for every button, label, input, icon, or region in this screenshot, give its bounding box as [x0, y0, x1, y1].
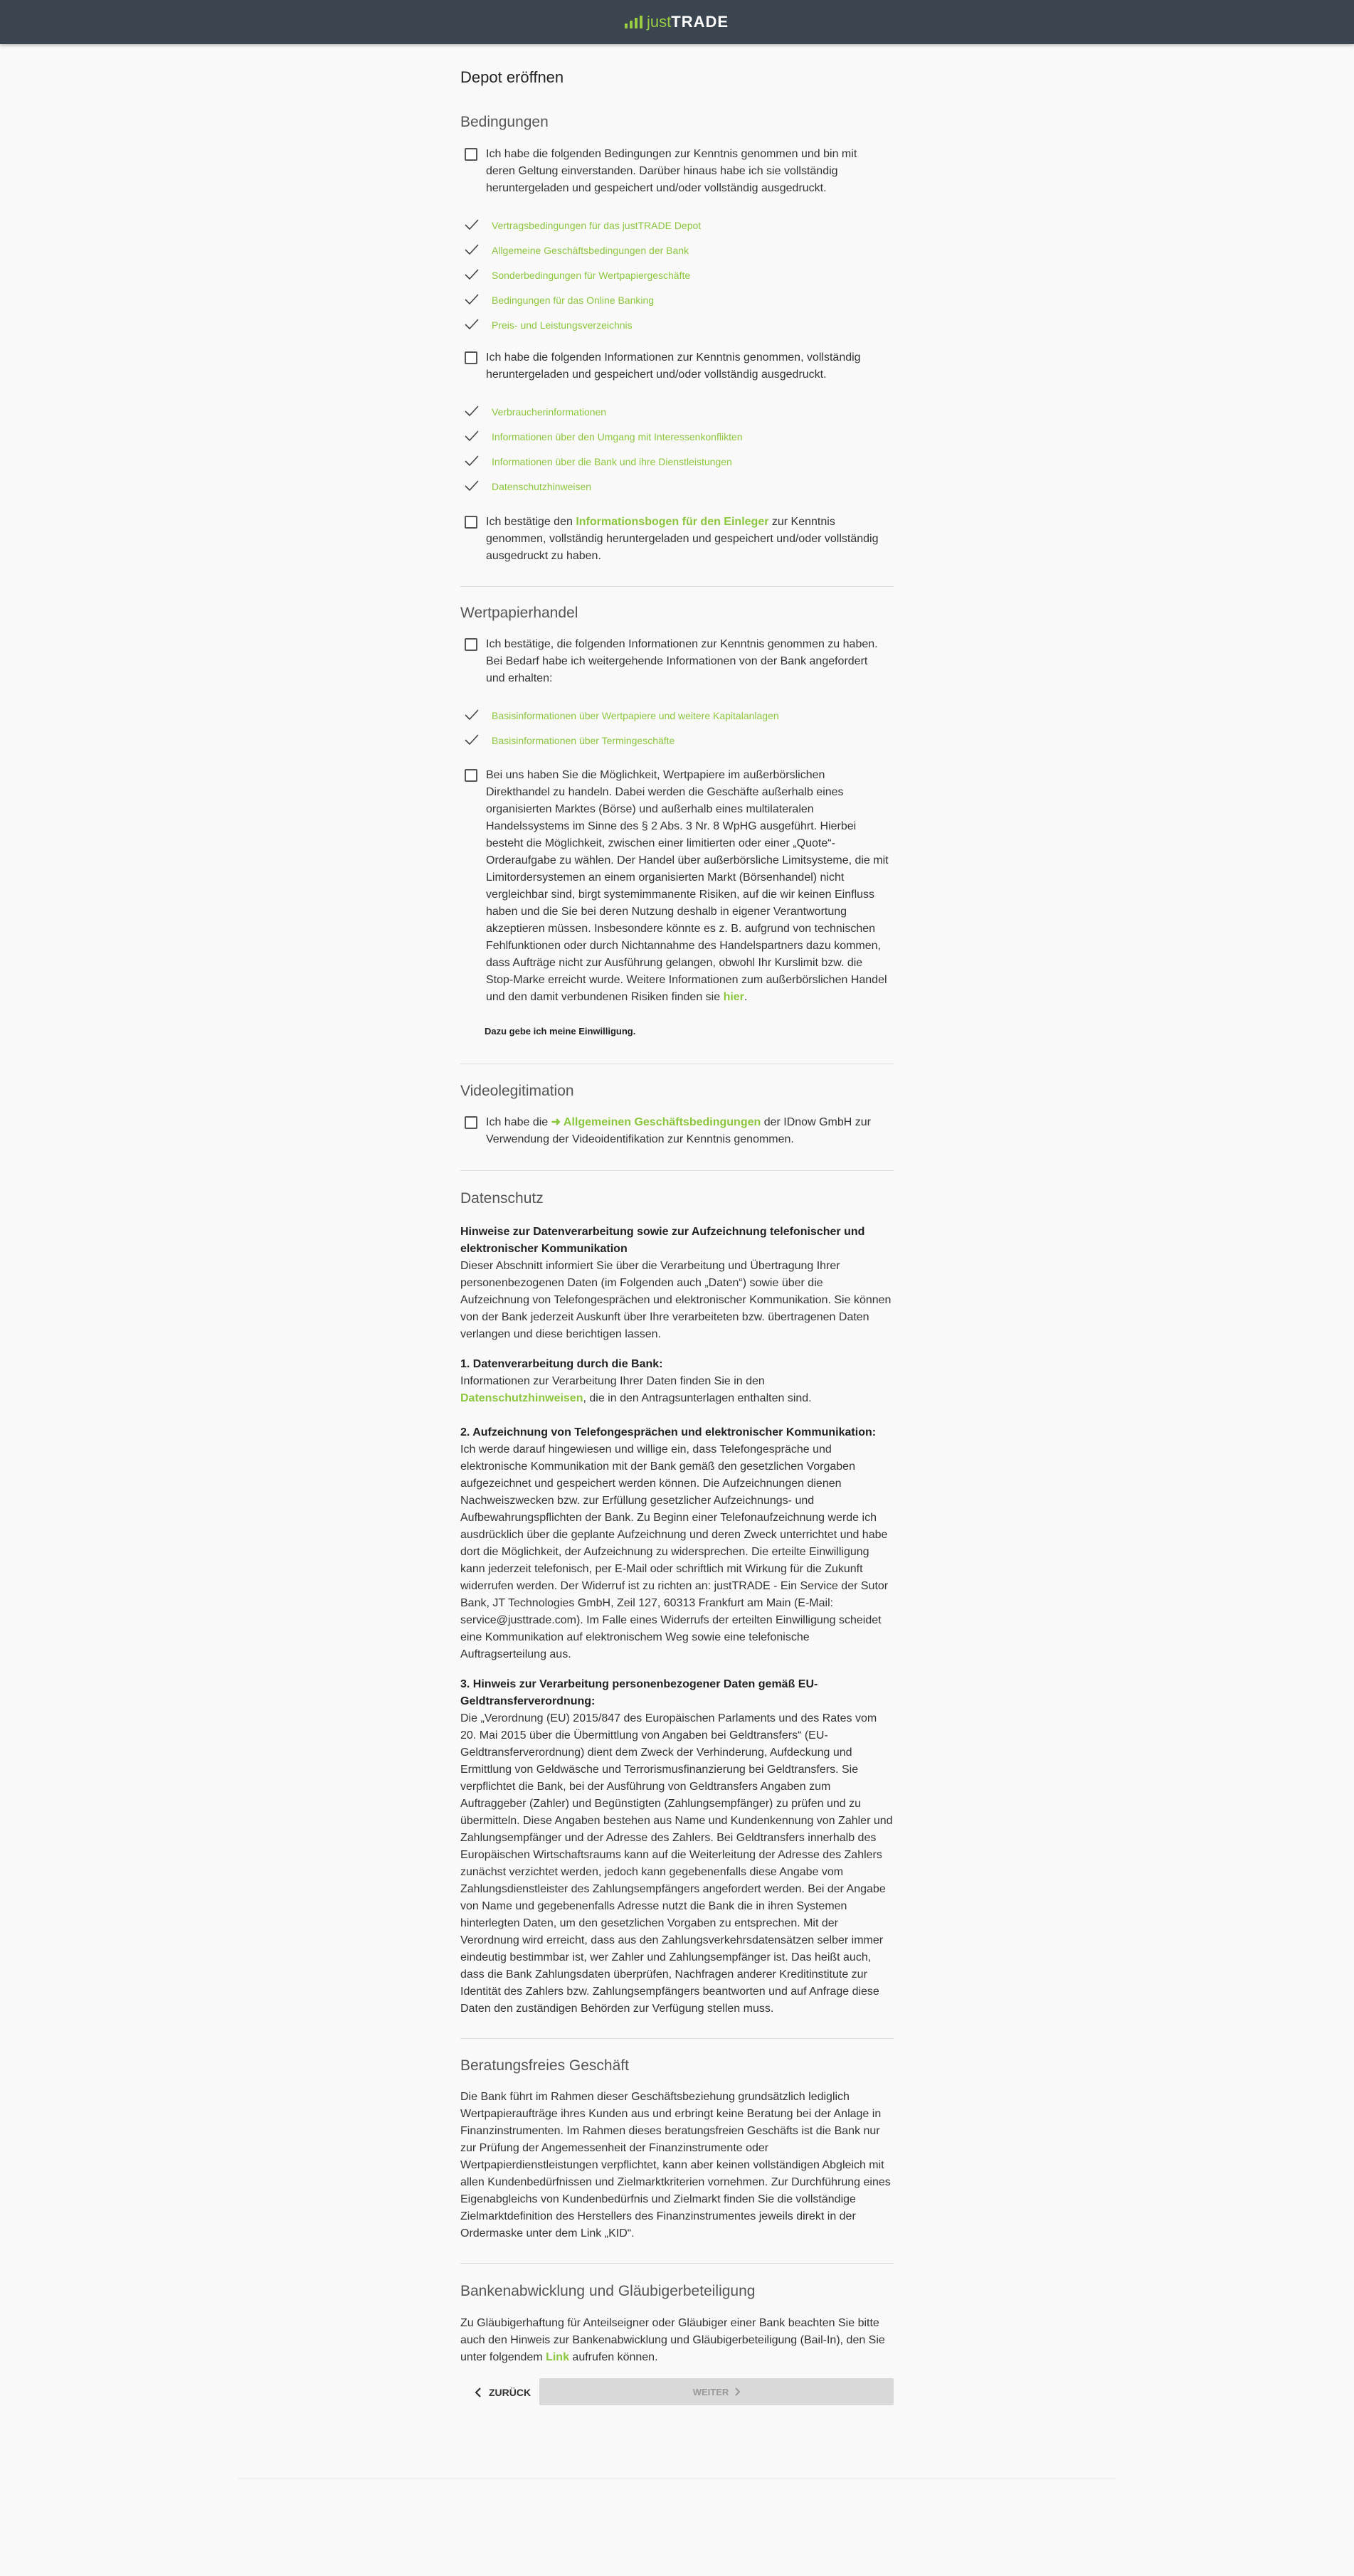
checkbox-row-bedingungen[interactable]: [465, 146, 889, 197]
checkbox[interactable]: [465, 638, 477, 651]
checkbox[interactable]: [465, 769, 477, 782]
doc-link[interactable]: Verbraucherinformationen: [492, 406, 607, 418]
checkbox[interactable]: [465, 148, 477, 161]
doc-list-item: [465, 238, 877, 263]
doc-link[interactable]: Bedingungen für das Online Banking: [492, 294, 655, 306]
doc-link[interactable]: Informationen über die Bank und ihre Dienstleistungen: [492, 455, 732, 467]
doc-list-item: [465, 287, 877, 312]
doc-list-item: [465, 424, 877, 449]
bankabwicklung-text: Zu Gläubigerhaftung für Anteilseigner oder Gläubiger einer Bank beachten Sie bitte auch den Hinweis zur Bankenabwicklung und Gläubigerbeteiligung (Bail-In), den Sie unter folgendem Link aufrufen können.: [460, 2317, 885, 2363]
check-icon: [465, 221, 480, 230]
checkbox-label: Ich bestätige, die folgenden Informationen zur Kenntnis genommen zu haben. Bei Bedarf habe ich weitergehende Informationen von der Bank angefordert und erhalten:: [486, 638, 878, 684]
check-icon: [465, 457, 480, 467]
doc-list-bedingungen: [465, 213, 877, 337]
logo-just: just: [647, 13, 672, 31]
link-datenschutzhinweisen[interactable]: Datenschutzhinweisen: [460, 1392, 583, 1404]
checkbox[interactable]: [465, 351, 477, 364]
checkbox-label: Ich habe die folgenden Informationen zur Kenntnis genommen, vollständig heruntergeladen und gespeichert und/oder vollständig ausgedruckt.: [486, 351, 861, 381]
divider: [460, 2263, 894, 2264]
checkbox-row-direkthandel[interactable]: [465, 767, 889, 1006]
checkbox[interactable]: [465, 516, 477, 529]
back-button[interactable]: [470, 2380, 535, 2405]
section-title-bankabwicklung: Bankenabwicklung und Gläubigerbeteiligung: [460, 2283, 756, 2299]
doc-list-informationen: [465, 399, 877, 499]
check-icon: [465, 245, 480, 255]
checkbox-row-einleger[interactable]: [465, 514, 889, 565]
doc-list-item: [465, 449, 877, 474]
chevron-left-icon: [475, 2387, 482, 2397]
divider: [460, 2038, 894, 2039]
logo[interactable]: [625, 11, 729, 33]
check-icon: [465, 270, 480, 280]
doc-link[interactable]: Allgemeine Geschäftsbedingungen der Bank: [492, 244, 689, 256]
datenschutz-section-1: 1. Datenverarbeitung durch die Bank: Informationen zur Verarbeitung Ihrer Daten finden Sie in den Datenschutzhinweisen, die in den Antragsunterlagen enthalten sind.: [460, 1358, 812, 1404]
doc-link[interactable]: Datenschutzhinweisen: [492, 480, 592, 492]
next-label: WEITER: [692, 2386, 729, 2397]
doc-list-item: [465, 399, 877, 424]
link-hier[interactable]: hier: [723, 991, 744, 1003]
chevron-right-icon: [734, 2387, 740, 2396]
doc-link[interactable]: Basisinformationen über Termingeschäfte: [492, 734, 675, 746]
doc-link[interactable]: Vertragsbedingungen für das justTRADE Depot: [492, 219, 702, 231]
logo-trade: TRADE: [671, 13, 729, 31]
logo-bars-icon: [625, 16, 642, 28]
check-icon: [465, 320, 480, 330]
consent-text: Dazu gebe ich meine Einwilligung.: [485, 1026, 636, 1037]
doc-list-item: [465, 213, 877, 238]
doc-list-item: [465, 728, 877, 753]
link-agb-idnow[interactable]: ➜ Allgemeinen Geschäftsbedingungen: [551, 1116, 761, 1128]
datenschutz-section-2: 2. Aufzeichnung von Telefongesprächen und elektronischer Kommunikation: Ich werde darauf hingewiesen und willige ein, dass Telefongespräche und elektronische Kommunikation mit der Bank gemäß den gesetzlichen Vorgaben aufgezeichnet und gespeichert werden können. Die Aufzeichnungen dienen Nachweiszwecken bzw. zur Erfüllung gesetzlicher Aufzeichnungs- und Aufbewahrungspflichten der Bank. Zu Beginn einer Telefonaufzeichnung werde ich ausdrücklich über die geplante Aufzeichnung und deren Zweck unterrichtet und habe dort die Möglichkeit, der Aufzeichnung zu widersprechen. Die erteilte Einwilligung kann jederzeit telefonisch, per E-Mail oder schriftlich mit Wirkung für die Zukunft widerrufen werden. Der Widerruf ist zu richten an: justTRADE - Ein Service der Sutor Bank, JT Technologies GmbH, Zeil 127, 60313 Frankfurt am Main (E-Mail: service@justtrade.com). Im Falle eines Widerrufs der erteilten Einwilligung scheidet eine Kommunikation auf elektronischem Weg sowie eine telefonische Auftragserteilung aus.: [460, 1426, 889, 1660]
check-icon: [465, 711, 480, 721]
divider: [460, 586, 894, 587]
doc-list-item: [465, 263, 877, 287]
check-icon: [465, 295, 480, 305]
checkbox-row-basisinformationen[interactable]: [465, 636, 889, 687]
link-bail-in[interactable]: Link: [546, 2351, 569, 2363]
doc-list-wertpapierhandel: [465, 703, 877, 753]
doc-list-item: [465, 312, 877, 337]
doc-list-item: [465, 703, 877, 728]
section-title-videolegitimation: Videolegitimation: [460, 1083, 574, 1099]
back-label: ZURÜCK: [489, 2387, 531, 2398]
page-title: Depot eröffnen: [460, 68, 564, 86]
checkbox-label: Bei uns haben Sie die Möglichkeit, Wertpapiere im außerbörslichen Direkthandel zu handeln. Dabei werden die Geschäfte außerhalb eines organisierten Marktes (Börse) und außerhalb eines multilateralen Handelssystems im Sinne des § 2 Abs. 3 Nr. 8 WpHG ausgeführt. Hierbei besteht die Möglichkeit, zwischen einer limitierten oder einer „Quote“-Orderaufgabe zu wählen. Der Handel über außerbörsliche Limitsysteme, die mit Limitordersystemen an einem organisierten Markt (Börsenhandel) nicht vergleichbar sind, birgt systemimmanente Risiken, auf die wir keinen Einfluss haben und die Sie bei deren Nutzung deshalb in eigener Verantwortung akzeptieren müssen. Insbesondere könnte es z. B. aufgrund von technischen Fehlfunktionen oder durch Nichtannahme des Handelspartners dazu kommen, dass Aufträge nicht zur Ausführung gelangen, obwohl Ihr Kurslimit bzw. die Stop-Marke erreicht wurde. Weitere Informationen zum außerbörslichen Handel und den damit verbundenen Risiken finden sie hier.: [486, 769, 889, 1003]
section-title-beratung: Beratungsfreies Geschäft: [460, 2057, 629, 2074]
beratung-text: Die Bank führt im Rahmen dieser Geschäftsbeziehung grundsätzlich lediglich Wertpapieraufträge ihres Kunden aus und erbringt keine Beratung bei der Anlage in Finanzinstrumenten. Im Rahmen dieses beratungsfreien Geschäfts ist die Bank nur zur Prüfung der Angemessenheit der Finanzinstrumente oder Wertpapierdienstleistungen verpflichtet, kann aber keinen vollständigen Abgleich mit allen Kundenbedürfnissen und Zielmarktkriterien vornehmen. Zur Durchführung eines Eigenabgleichs von Kundenbedürfnis und Zielmarkt finden Sie die vollständige Zielmarktdefinition des Herstellers des Finanzinstrumentes jeweils direkt in der Ordermaske unter dem Link „KID“.: [460, 2091, 891, 2240]
doc-link[interactable]: Basisinformationen über Wertpapiere und weitere Kapitalanlagen: [492, 709, 779, 721]
doc-link[interactable]: Preis- und Leistungsverzeichnis: [492, 319, 633, 331]
top-bar: [0, 0, 1354, 44]
section-title-wertpapierhandel: Wertpapierhandel: [460, 605, 578, 621]
next-button[interactable]: [539, 2378, 894, 2405]
check-icon: [465, 482, 480, 492]
checkbox-row-video[interactable]: [465, 1114, 889, 1148]
link-informationsbogen[interactable]: Informationsbogen für den Einleger: [576, 516, 769, 528]
checkbox-label: Ich bestätige den Informationsbogen für den Einleger zur Kenntnis genommen, vollständig heruntergeladen und gespeichert und/oder vollständig ausgedruckt zu haben.: [486, 516, 879, 562]
checkbox-label: Ich habe die ➜ Allgemeinen Geschäftsbedingungen der IDnow GmbH zur Verwendung der Videoidentifikation zur Kenntnis genommen.: [486, 1116, 871, 1145]
doc-link[interactable]: Sonderbedingungen für Wertpapiergeschäfte: [492, 269, 691, 281]
checkbox[interactable]: [465, 1116, 477, 1129]
section-title-bedingungen: Bedingungen: [460, 114, 549, 130]
datenschutz-intro: Hinweise zur Datenverarbeitung sowie zur Aufzeichnung telefonischer und elektronischer Kommunikation Dieser Abschnitt informiert Sie über die Verarbeitung und Übertragung Ihrer personenbezogenen Daten (im Folgenden auch „Daten“) sowie über die Aufzeichnung von Telefongesprächen und elektronischer Kommunikation. Sie können von der Bank jederzeit Auskunft über Ihre verarbeiteten bzw. übertragenen Daten verlangen und diese berichtigen lassen.: [460, 1226, 892, 1340]
check-icon: [465, 407, 480, 417]
check-icon: [465, 736, 480, 746]
datenschutz-section-3: 3. Hinweis zur Verarbeitung personenbezogener Daten gemäß EU-Geldtransferverordnung: Die „Verordnung (EU) 2015/847 des Europäischen Parlaments und des Rates vom 20. Mai 2015 über die Übermittlung von Angaben bei Geldtransfers“ (EU-Geldtransferverordnung) dient dem Zweck der Verhinderung, Aufdeckung und Ermittlung von Geldwäsche und Terrorismusfinanzierung bei Geldtransfers. Sie verpflichtet die Bank, bei der Ausführung von Geldtransfers Angaben zum Auftraggeber (Zahler) und Begünstigten (Zahlungsempfänger) zu prüfen und zu übermitteln. Diese Angaben bestehen aus Name und Kundenkennung von Zahler und Zahlungsempfänger und der Adresse des Zahlers. Bei Geldtransfers innerhalb des Europäischen Wirtschaftsraums kann auf die Weiterleitung der Adresse des Zahlers zunächst verzichtet werden, jedoch kann gegebenenfalls diese Angabe vom Zahlungsdienstleister des Zahlungsempfängers angefordert werden. Bei der Angabe von Name und gegebenenfalls Adresse nutzt die Bank die in ihren Systemen hinterlegten Daten, um den gesetzlichen Vorgaben zu entsprechen. Mit der Verordnung wird erreicht, dass aus den Zahlungsverkehrsdatensätzen selber immer eindeutig bestimmbar ist, wer Zahler und Zahlungsempfänger ist. Das heißt auch, dass die Bank Zahlungsdaten überprüfen, Nachfragen anderer Kreditinstitute zur Identität des Zahlers bzw. Zahlungsempfängers beantworten und auf Anfrage diese Daten den zuständigen Behörden zur Verfügung stellen muss.: [460, 1678, 893, 2015]
checkbox-label: Ich habe die folgenden Bedingungen zur Kenntnis genommen und bin mit deren Geltung einverstanden. Darüber hinaus habe ich sie vollständig heruntergeladen und gespeichert und/oder vollständig ausgedruckt.: [486, 148, 857, 194]
doc-list-item: [465, 474, 877, 499]
check-icon: [465, 432, 480, 442]
doc-link[interactable]: Informationen über den Umgang mit Interessenkonflikten: [492, 430, 743, 442]
divider: [460, 1170, 894, 1171]
section-title-datenschutz: Datenschutz: [460, 1190, 544, 1207]
checkbox-row-informationen[interactable]: [465, 349, 889, 383]
